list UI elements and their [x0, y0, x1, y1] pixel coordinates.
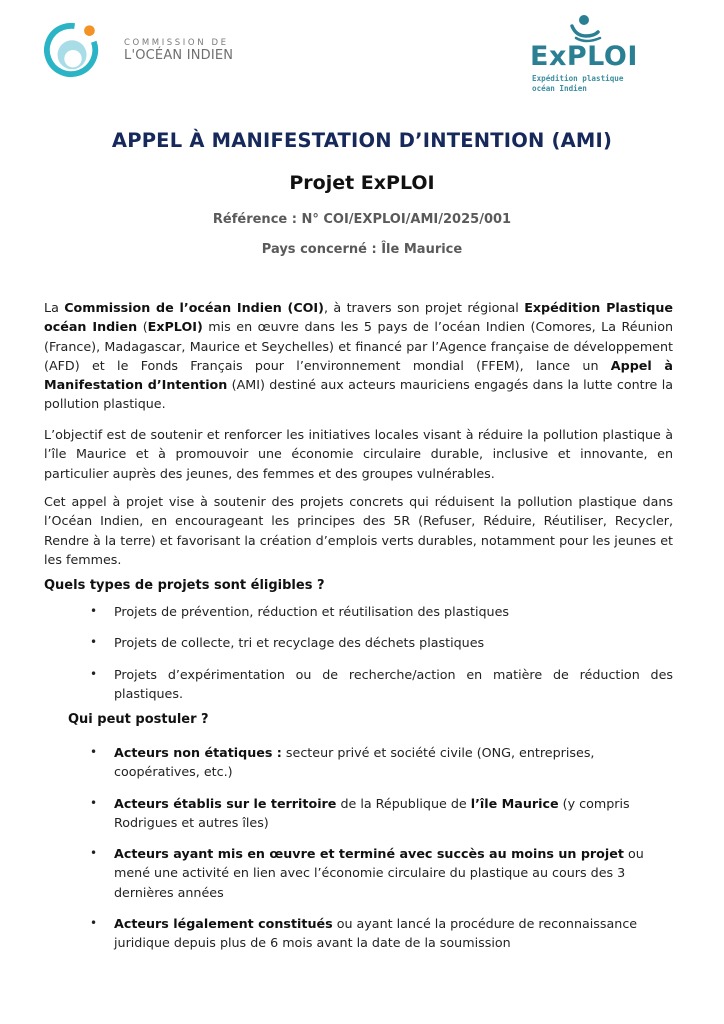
bullet-icon: •: [90, 604, 98, 618]
exploi-swimmer-icon: [568, 14, 604, 44]
bullet-icon: •: [90, 635, 98, 650]
call-scope-paragraph: Cet appel à projet vise à soutenir des projets concrets qui réduisent la pollution plastique dans l’Océan Indien, en encourageant les principes des 5R (Refuser, Réduire, Réutiliser, Recycler, Rendre à la terre) et favorisant la création d’emplois verts durables, notamment pour les jeunes et les femmes.: [44, 494, 673, 567]
exploi-tagline-line2: océan Indien: [532, 83, 587, 93]
list-item: • Acteurs non étatiques : secteur privé et société civile (ONG, entreprises, coopératives, etc.): [90, 745, 595, 780]
eligible-projects-list: [90, 602, 673, 715]
country-concerned: Pays concerné : Île Maurice: [261, 242, 463, 257]
who-can-apply-list: [90, 743, 673, 965]
bullet-icon: •: [90, 795, 98, 810]
eligible-projects-heading: Quels types de projets sont éligibles ?: [44, 578, 325, 593]
bullet-icon: •: [90, 916, 98, 931]
reference-number: Référence : N° COI/EXPLOI/AMI/2025/001: [212, 212, 512, 227]
bullet-icon: •: [90, 666, 98, 681]
coi-emblem-icon: [44, 20, 102, 78]
objective-paragraph: L’objectif est de soutenir et renforcer les initiatives locales visant à réduire la pollution plastique à l’île Maurice et à promouvoir une économie circulaire durable, inclusive et innovante, en particulier auprès des jeunes, des femmes et des groupes vulnérables.: [44, 427, 673, 481]
coi-logo-line1: COMMISSION DE: [124, 38, 229, 48]
intro-paragraph: La Commission de l’océan Indien (COI), à travers son projet régional Expédition Plastique océan Indien (ExPLOI) mis en œuvre dans les 5 pays de l’océan Indien (Comores, La Réunion (France), Madagascar, Maurice et Seychelles) et financé par l’Agence française de développement (AFD) et le Fonds Français pour l’environnement mondial (FFEM), lance un Appel à Manifestation d’Intention (AMI) destiné aux acteurs mauriciens engagés dans la lutte contre la pollution plastique.: [44, 300, 673, 412]
list-item: • Acteurs établis sur le territoire de la République de l’île Maurice (y compris Rodrigues et autres îles): [90, 795, 630, 830]
exploi-tagline-line1: Expédition plastique: [532, 74, 624, 83]
list-item: • Acteurs ayant mis en œuvre et terminé avec succès au moins un projet ou mené une activité en lien avec l’économie circulaire du plastique au cours des 3 dernières années: [90, 846, 644, 900]
coi-logo-line2: L'OCÉAN INDIEN: [124, 48, 234, 63]
who-can-apply-heading: Qui peut postuler ?: [68, 712, 209, 727]
exploi-logo: [528, 12, 678, 92]
list-item: • Projets de prévention, réduction et réutilisation des plastiques: [90, 602, 673, 621]
exploi-wordmark: ExPLOI: [530, 41, 638, 72]
project-subtitle: Projet ExPLOI: [289, 172, 435, 194]
list-item: • Projets d’expérimentation ou de recherche/action en matière de réduction des plastiques.: [90, 666, 673, 701]
list-item: • Acteurs légalement constitués ou ayant lancé la procédure de reconnaissance juridique depuis plus de 6 mois avant la date de la soumission: [90, 916, 638, 951]
coi-logo: [44, 20, 284, 80]
bullet-icon: •: [90, 745, 98, 759]
document-title: APPEL À MANIFESTATION D’INTENTION (AMI): [111, 129, 613, 152]
list-item: • Projets de collecte, tri et recyclage des déchets plastiques: [90, 633, 673, 652]
bullet-icon: •: [90, 846, 98, 861]
